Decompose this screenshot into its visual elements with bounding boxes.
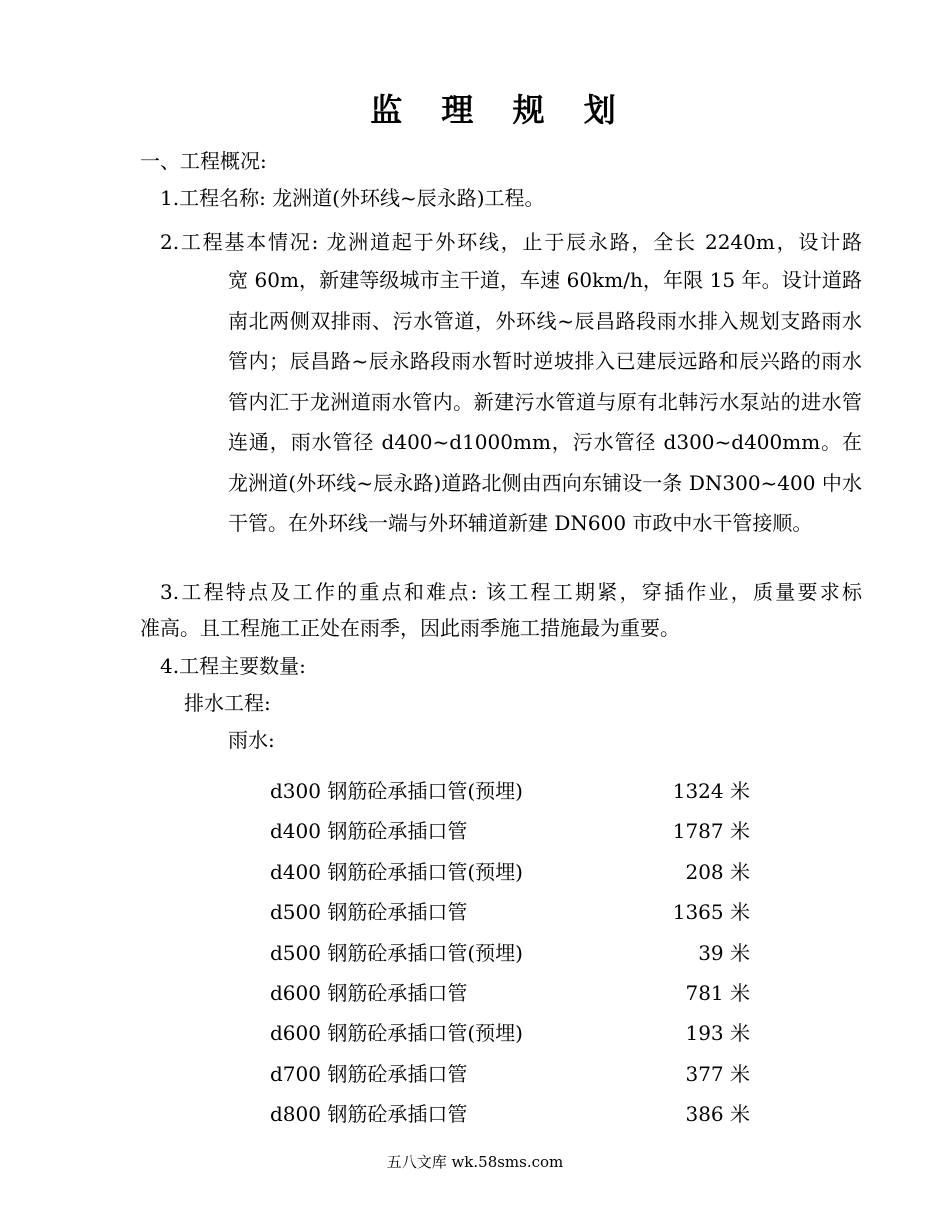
document-title: 监 理 规 划	[370, 91, 630, 129]
pipe-name: d500 钢筋砼承插口管(预埋)	[270, 941, 523, 965]
quantity-row	[270, 816, 750, 846]
project-name-item: 1.工程名称: 龙洲道(外环线~辰永路)工程。	[160, 186, 545, 210]
quantity-row	[270, 938, 750, 968]
pipe-name: d800 钢筋砼承插口管	[270, 1102, 468, 1126]
pipe-quantity: 1365 米	[672, 900, 750, 924]
pipe-quantity: 193 米	[685, 1021, 750, 1045]
quantity-row	[270, 897, 750, 927]
pipe-quantity: 39 米	[698, 941, 750, 965]
pipe-name: d400 钢筋砼承插口管	[270, 819, 468, 843]
pipe-name: d400 钢筋砼承插口管(预埋)	[270, 860, 523, 884]
pipe-quantity: 377 米	[685, 1062, 750, 1086]
pipe-quantity: 1787 米	[672, 819, 750, 843]
pipe-name: d600 钢筋砼承插口管	[270, 981, 468, 1005]
basic-info-text: 宽 60m，新建等级城市主干道，车速 60km/h，年限 15 年。设计道路南北两侧双排雨、污水管道，外环线~辰昌路段雨水排入规划支路雨水管内；辰昌路~辰永路段雨水暂时逆坡排入已建辰远路和辰兴路的雨水管内汇于龙洲道雨水管内。新建污水管道与原有北韩污水泵站的进水管连通，雨水管径 d400~d1000mm，污水管径 d300~d400mm。在龙洲道(外环线~辰永路)道路北侧由西向东铺设一条 DN300~400 中水干管。在外环线一端与外环辅道新建 DN600 市政中水干管接顺。	[228, 268, 862, 535]
section-heading: 一、工程概况:	[140, 149, 267, 173]
quantity-row	[270, 776, 750, 806]
pipe-quantity: 781 米	[685, 981, 750, 1005]
quantity-row	[270, 1099, 750, 1129]
basic-info-label: 2.工程基本情况: 龙洲道起于外环线，止于辰永路，全长 2240m，设计路	[160, 230, 862, 254]
rain-heading: 雨水:	[228, 728, 275, 752]
pipe-name: d500 钢筋砼承插口管	[270, 900, 468, 924]
main-quantities-heading: 4.工程主要数量:	[160, 654, 306, 678]
quantity-row	[270, 978, 750, 1008]
quantity-row	[270, 1018, 750, 1048]
pipe-name: d300 钢筋砼承插口管(预埋)	[270, 779, 523, 803]
pipe-name: d700 钢筋砼承插口管	[270, 1062, 468, 1086]
footer-watermark-text: 五八文库 wk.58sms.com	[386, 1153, 564, 1171]
pipe-quantity: 386 米	[685, 1102, 750, 1126]
pipe-name: d600 钢筋砼承插口管(预埋)	[270, 1021, 523, 1045]
pipe-quantity: 208 米	[685, 860, 750, 884]
key-points-text: 准高。且工程施工正处在雨季，因此雨季施工措施最为重要。	[140, 616, 680, 640]
quantity-row	[270, 857, 750, 887]
key-points-label: 3.工程特点及工作的重点和难点: 该工程工期紧，穿插作业，质量要求标	[160, 580, 862, 604]
quantity-row	[270, 1059, 750, 1089]
pipe-quantity: 1324 米	[672, 779, 750, 803]
drainage-heading: 排水工程:	[184, 691, 271, 715]
